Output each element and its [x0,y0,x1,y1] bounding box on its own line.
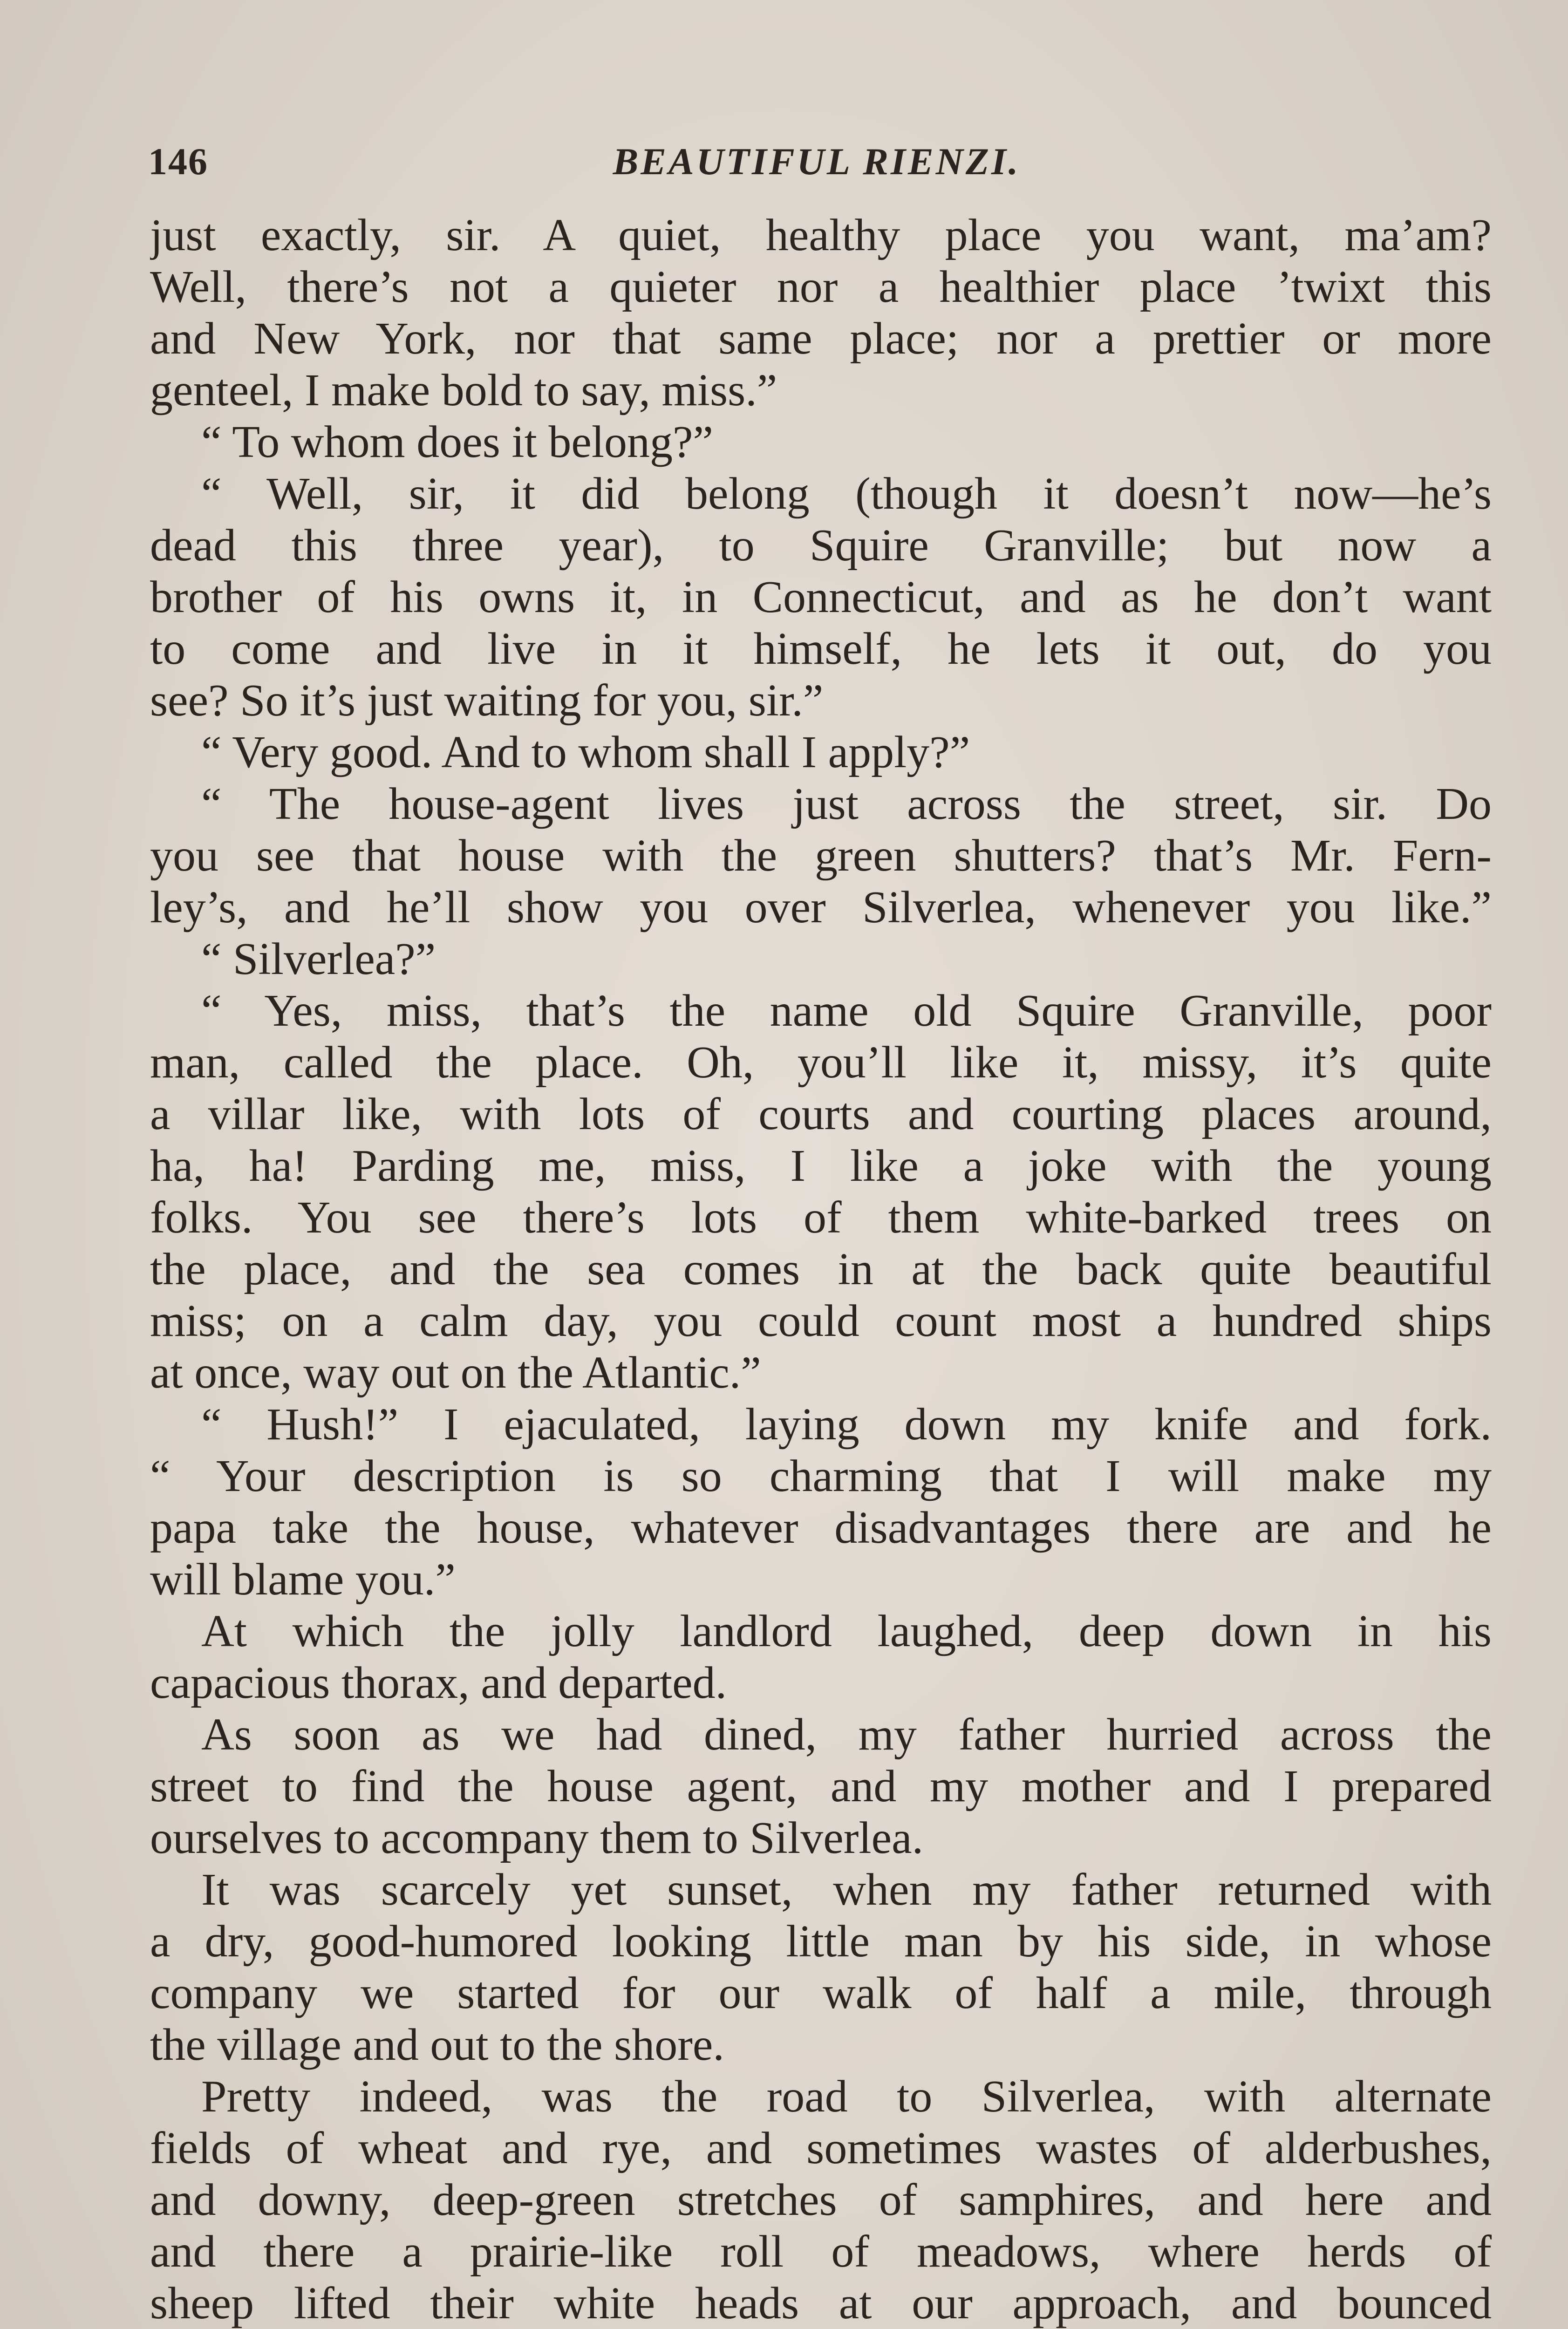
text-line: capacious thorax, and departed. [150,1658,727,1708]
text-line: brother of his owns it, in Connecticut, and as he don’t want [150,572,1492,622]
text-line: man, called the place. Oh, you’ll like it, missy, it’s quite [150,1037,1492,1088]
text-line: sheep lifted their white heads at our approach, and bounced [150,2278,1492,2329]
text-line: “ Well, sir, it did belong (though it doesn’t now—he’s [201,469,1492,519]
text-line: and there a prairie-like roll of meadows, where herds of [150,2227,1492,2277]
text-line: dead this three year), to Squire Granville; but now a [150,520,1492,571]
text-line: “ Hush!” I ejaculated, laying down my knife and fork. [201,1399,1492,1450]
text-line: “ The house-agent lives just across the street, sir. Do [201,779,1492,829]
text-line: at once, way out on the Atlantic.” [150,1348,761,1398]
text-line: “ Your description is so charming that I will make my [150,1451,1492,1501]
text-line: a villar like, with lots of courts and courting places around, [150,1089,1492,1139]
text-line: Pretty indeed, was the road to Silverlea, with alternate [201,2071,1492,2122]
text-line: It was scarcely yet sunset, when my father returned with [201,1865,1492,1915]
text-line: ourselves to accompany them to Silverlea. [150,1813,924,1863]
text-line: As soon as we had dined, my father hurried across the [201,1709,1492,1760]
page-number: 146 [148,140,208,183]
text-line: “ Very good. And to whom shall I apply?” [201,727,970,777]
page-header [148,140,1485,196]
text-line: a dry, good-humored looking little man by his side, in whose [150,1916,1492,1967]
text-line: genteel, I make bold to say, miss.” [150,365,777,415]
text-line: to come and live in it himself, he lets it out, do you [150,624,1492,674]
text-line: miss; on a calm day, you could count most a hundred ships [150,1296,1492,1346]
text-line: ha, ha! Parding me, miss, I like a joke with the young [150,1141,1492,1191]
text-line: see? So it’s just waiting for you, sir.” [150,675,824,726]
text-line: Well, there’s not a quieter nor a healthier place ’twixt this [150,262,1492,312]
text-line: and New York, nor that same place; nor a prettier or more [150,313,1492,364]
text-line: ley’s, and he’ll show you over Silverlea, whenever you like.” [150,882,1492,933]
text-line: papa take the house, whatever disadvantages there are and he [150,1503,1492,1553]
text-line: the place, and the sea comes in at the back quite beautiful [150,1244,1492,1294]
text-line: fields of wheat and rye, and sometimes wastes of alderbushes, [150,2123,1492,2173]
running-title: BEAUTIFUL RIENZI. [613,140,1021,183]
text-line: and downy, deep-green stretches of samphires, and here and [150,2175,1492,2225]
text-line: “ Silverlea?” [201,934,436,984]
text-line: folks. You see there’s lots of them white-barked trees on [150,1192,1492,1243]
text-line: “ Yes, miss, that’s the name old Squire Granville, poor [201,986,1492,1036]
text-line: will blame you.” [150,1554,456,1605]
text-line: “ To whom does it belong?” [201,417,714,467]
text-line: just exactly, sir. A quiet, healthy place you want, ma’am? [150,210,1492,260]
text-line: At which the jolly landlord laughed, deep down in his [201,1606,1492,1656]
body-text [150,210,1492,2329]
text-line: the village and out to the shore. [150,2020,724,2070]
text-line: company we started for our walk of half a mile, through [150,1968,1492,2018]
text-line: street to find the house agent, and my mother and I prepared [150,1761,1492,1811]
text-line: you see that house with the green shutters? that’s Mr. Fern- [150,831,1492,881]
